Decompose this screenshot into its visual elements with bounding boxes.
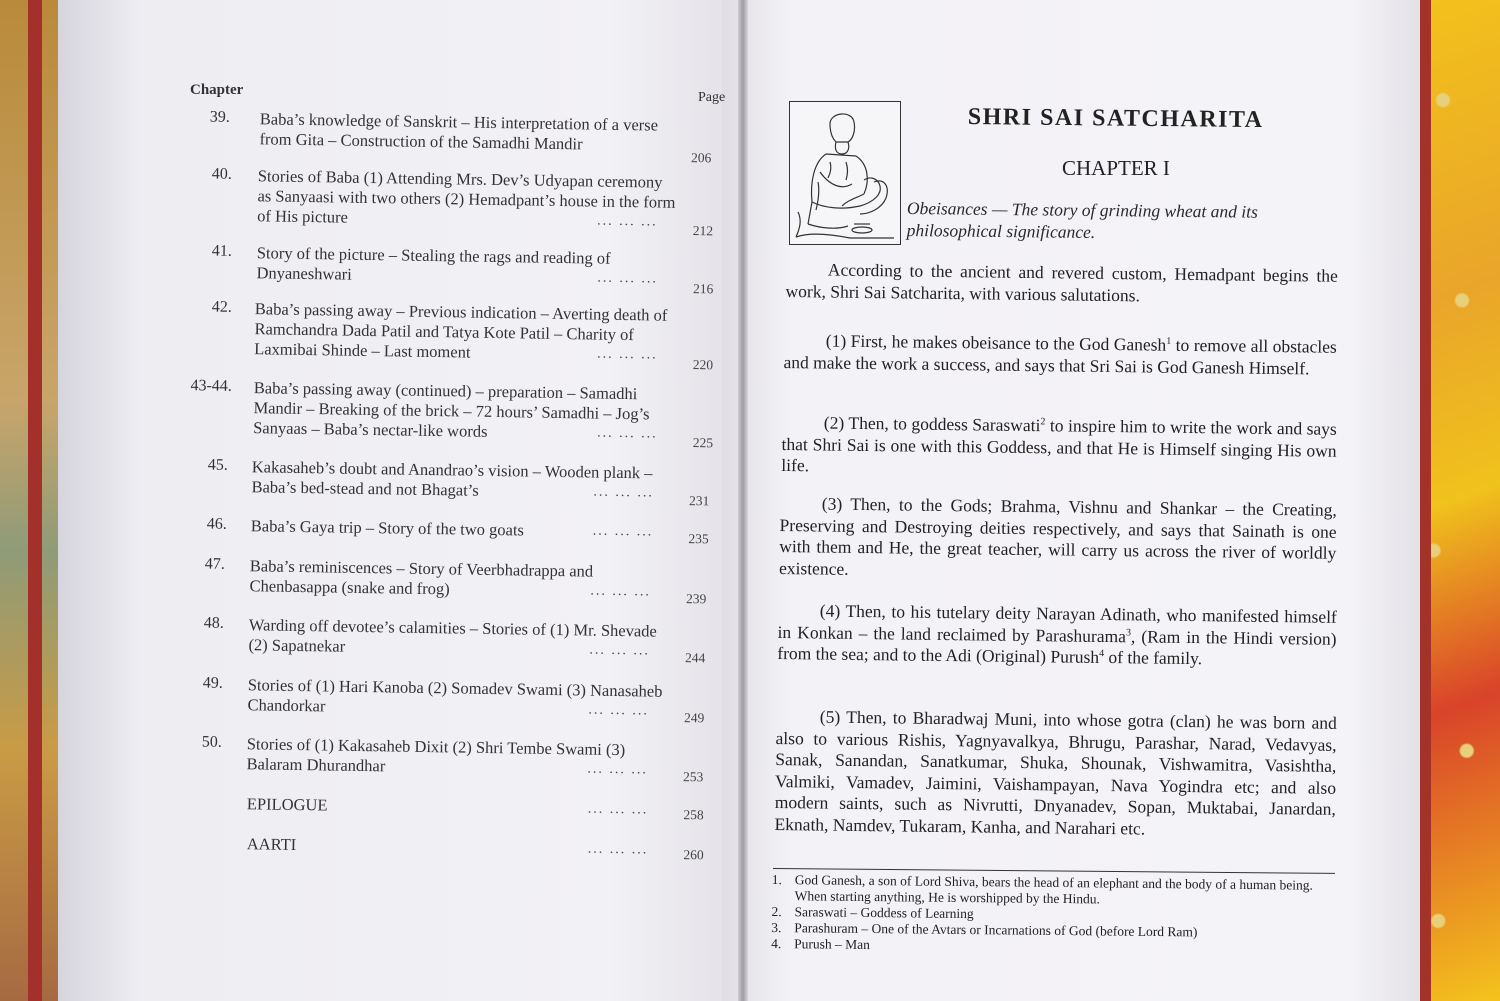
toc-entry-number: 39. [209,108,230,126]
paragraph-text: (2) Then, to goddess Saraswati [823,412,1041,436]
paragraph-text: , (Ram in the Hindi version) from the sea; and to the Adi (Original) Purush [777,625,1337,667]
toc-entry-page: 258 [683,807,704,823]
footnotes [771,866,1342,958]
toc-entry-dots: ... ... ... [597,425,658,442]
footnote-ref: 3 [1125,626,1132,638]
footnote-number: 3. [771,919,782,936]
toc-entry-text: Warding off devotee’s calamities – Stories of (1) Mr. Shevade (2) Sapatnekar [248,615,657,656]
toc-entry-page: 260 [683,847,704,863]
paragraph: (3) Then, to the Gods; Brahma, Vishnu and Shankar – the Creating, Preserving and Destroying deities respectively, and says that Sainath is one with them and He, the great teacher, will carry us across the river of worldly existence. [778,493,1337,579]
toc-entry-number: 49. [202,674,223,692]
toc-entry-page: 206 [690,150,712,166]
toc-entry-page: 216 [692,281,714,297]
toc-entry-number: 40. [211,165,232,183]
toc-entry-dots: ... ... ... [593,484,655,501]
paragraph: (5) Then, to Bharadwaj Muni, into whose gotra (clan) he was born and also to various Rishis, Yagnyavalkya, Bhrugu, Parashar, Narad, Vedavyas, Sanak, Sanandan, Sanatkumar, Shuka, Shounak, Vishwamitra, Vasishtha, Valmiki, Vamadev, Jaimini, Vaishampayan, Nava Yogindra etc; and also modern saints, such as Nivrutti, Dnyanadev, Sopan, Muktabai, Janardan, Eknath, Namdev, Tukaram, Kanha, and Narahari etc. [774,706,1337,839]
toc-entry-page: 244 [685,650,706,666]
toc-entry-number: 42. [211,298,232,316]
sai-baba-portrait [789,101,901,245]
chapter-subtitle: Obeisances — The story of grinding wheat and its philosophical significance. [906,197,1258,242]
toc-entry-dots: ... ... ... [589,642,651,659]
toc-entry-text: Stories of (1) Kakasaheb Dixit (2) Shri Tembe Swami (3) Balaram Dhurandhar [246,734,626,776]
toc-entry-page: 231 [688,493,710,509]
paragraph-text: to remove all obstacles and make the work a success, and says that Sri Sai is God Ganesh Himself. [783,334,1337,378]
toc-entry-text: Story of the picture – Stealing the rags and reading of Dnyaneshwari [256,243,611,284]
toc-entry-number: 41. [211,242,232,260]
footnote-text: Saraswati – Goddess of Learning [794,904,974,922]
toc-entry-text: EPILOGUE [246,794,328,815]
toc-entry-dots: ... ... ... [592,523,654,540]
toc-entry-page: 253 [683,769,704,785]
toc-entry-page: 212 [692,223,714,239]
toc-entry-text: Stories of Baba (1) Attending Mrs. Dev’s Udyapan ceremony as Sanyaasi with two others (2) Hemadpant’s house in the form of His picture [257,166,676,227]
toc-entry-page: 239 [686,591,707,607]
toc-entry-dots: ... ... ... [587,801,649,818]
footnote-text: Parashuram – One of the Avtars or Incarnations of God (before Lord Ram) [794,920,1198,940]
book-gutter [738,0,748,1001]
toc-entry-dots: ... ... ... [597,270,659,287]
toc-entry-page: 220 [692,357,714,373]
toc-entry-number: 50. [201,733,222,751]
toc-entry-page: 225 [692,435,714,451]
toc-entry-text: Baba’s passing away (continued) – preparation – Samadhi Mandir – Breaking of the brick – 72 hours’ Samadhi – Jog’s Sanyaas – Baba’s nectar-like words [253,378,650,441]
footnote-ref: 4 [1099,648,1105,660]
paragraph [783,330,1336,380]
toc-entry-dots: ... ... ... [597,213,658,230]
toc-page-header: Page [698,90,726,105]
paragraph-text: of the family. [1103,646,1203,669]
footnote-ref: 1 [1166,335,1172,347]
toc-entry-text: AARTI [246,834,297,854]
chapter-heading: CHAPTER I [1062,156,1170,180]
footnote-number: 4. [771,935,782,952]
paragraph-text: (4) Then, to his tutelary deity Narayan Adinath, who manifested himself in Konkan – the land reclaimed by Parashurama [777,600,1337,646]
footnote-text: God Ganesh, a son of Lord Shiva, bears the head of an elephant and the body of a human being. When starting anything, He is worshipped by the Hindu. [794,872,1314,907]
paragraph [781,412,1337,483]
toc-entry-number: 48. [203,614,224,632]
toc-entry-number: 47. [204,555,225,573]
toc-entry-number: 46. [206,515,227,533]
paragraph [777,600,1337,671]
footnote-ref: 2 [1040,416,1046,428]
paragraph-text: (1) First, he makes obeisance to the God Ganesh [825,330,1167,355]
toc-entry-dots: ... ... ... [588,702,650,719]
toc-chapter-header: Chapter [190,82,244,98]
toc-entry-dots: ... ... ... [597,346,658,363]
toc-entry-page: 235 [688,531,709,547]
toc-entry-text: Stories of (1) Hari Kanoba (2) Somadev Swami (3) Nanasaheb Chandorkar [247,675,663,716]
toc-entry-text: Baba’s Gaya trip – Story of the two goats [250,516,525,540]
paragraph: According to the ancient and revered custom, Hemadpant begins the work, Shri Sai Satcharita, with various salutations. [785,259,1338,305]
toc-entry-dots: ... ... ... [587,841,649,858]
toc-entry-dots: ... ... ... [590,583,652,600]
toc-entry-text: Kakasaheb’s doubt and Anandrao’s vision – Wooden plank – Baba’s bed-stead and not Bhagat’s [251,457,653,500]
toc-entry-page: 249 [684,710,705,726]
portrait-illustration [790,102,899,243]
book-spine-left [28,0,42,1001]
toc-entry-number: 45. [207,456,228,474]
footnote-number: 1. [771,871,783,888]
toc-entry-number: 43-44. [190,377,232,395]
toc-entry-text: Baba’s knowledge of Sanskrit – His interpretation of a verse from Gita – Construction of the Samadhi Mandir [259,109,659,154]
book-title: SHRI SAI SATCHARITA [967,104,1264,134]
toc-entry-text: Baba’s reminiscences – Story of Veerbhadrappa and Chenbasappa (snake and frog) [249,556,594,599]
footnote-number: 2. [771,903,782,920]
paragraph-text: to inspire him to write the work and says that Shri Sai is one with this Goddess, and that He is Himself singing His own life. [781,415,1337,476]
footnote-text: Purush – Man [794,936,871,953]
toc-entry-dots: ... ... ... [587,761,649,778]
toc-entry-text: Baba’s passing away – Previous indication – Averting death of Ramchandra Dada Patil and Tatya Kote Patil – Charity of Laxmibai Shinde – Last moment [254,299,668,362]
